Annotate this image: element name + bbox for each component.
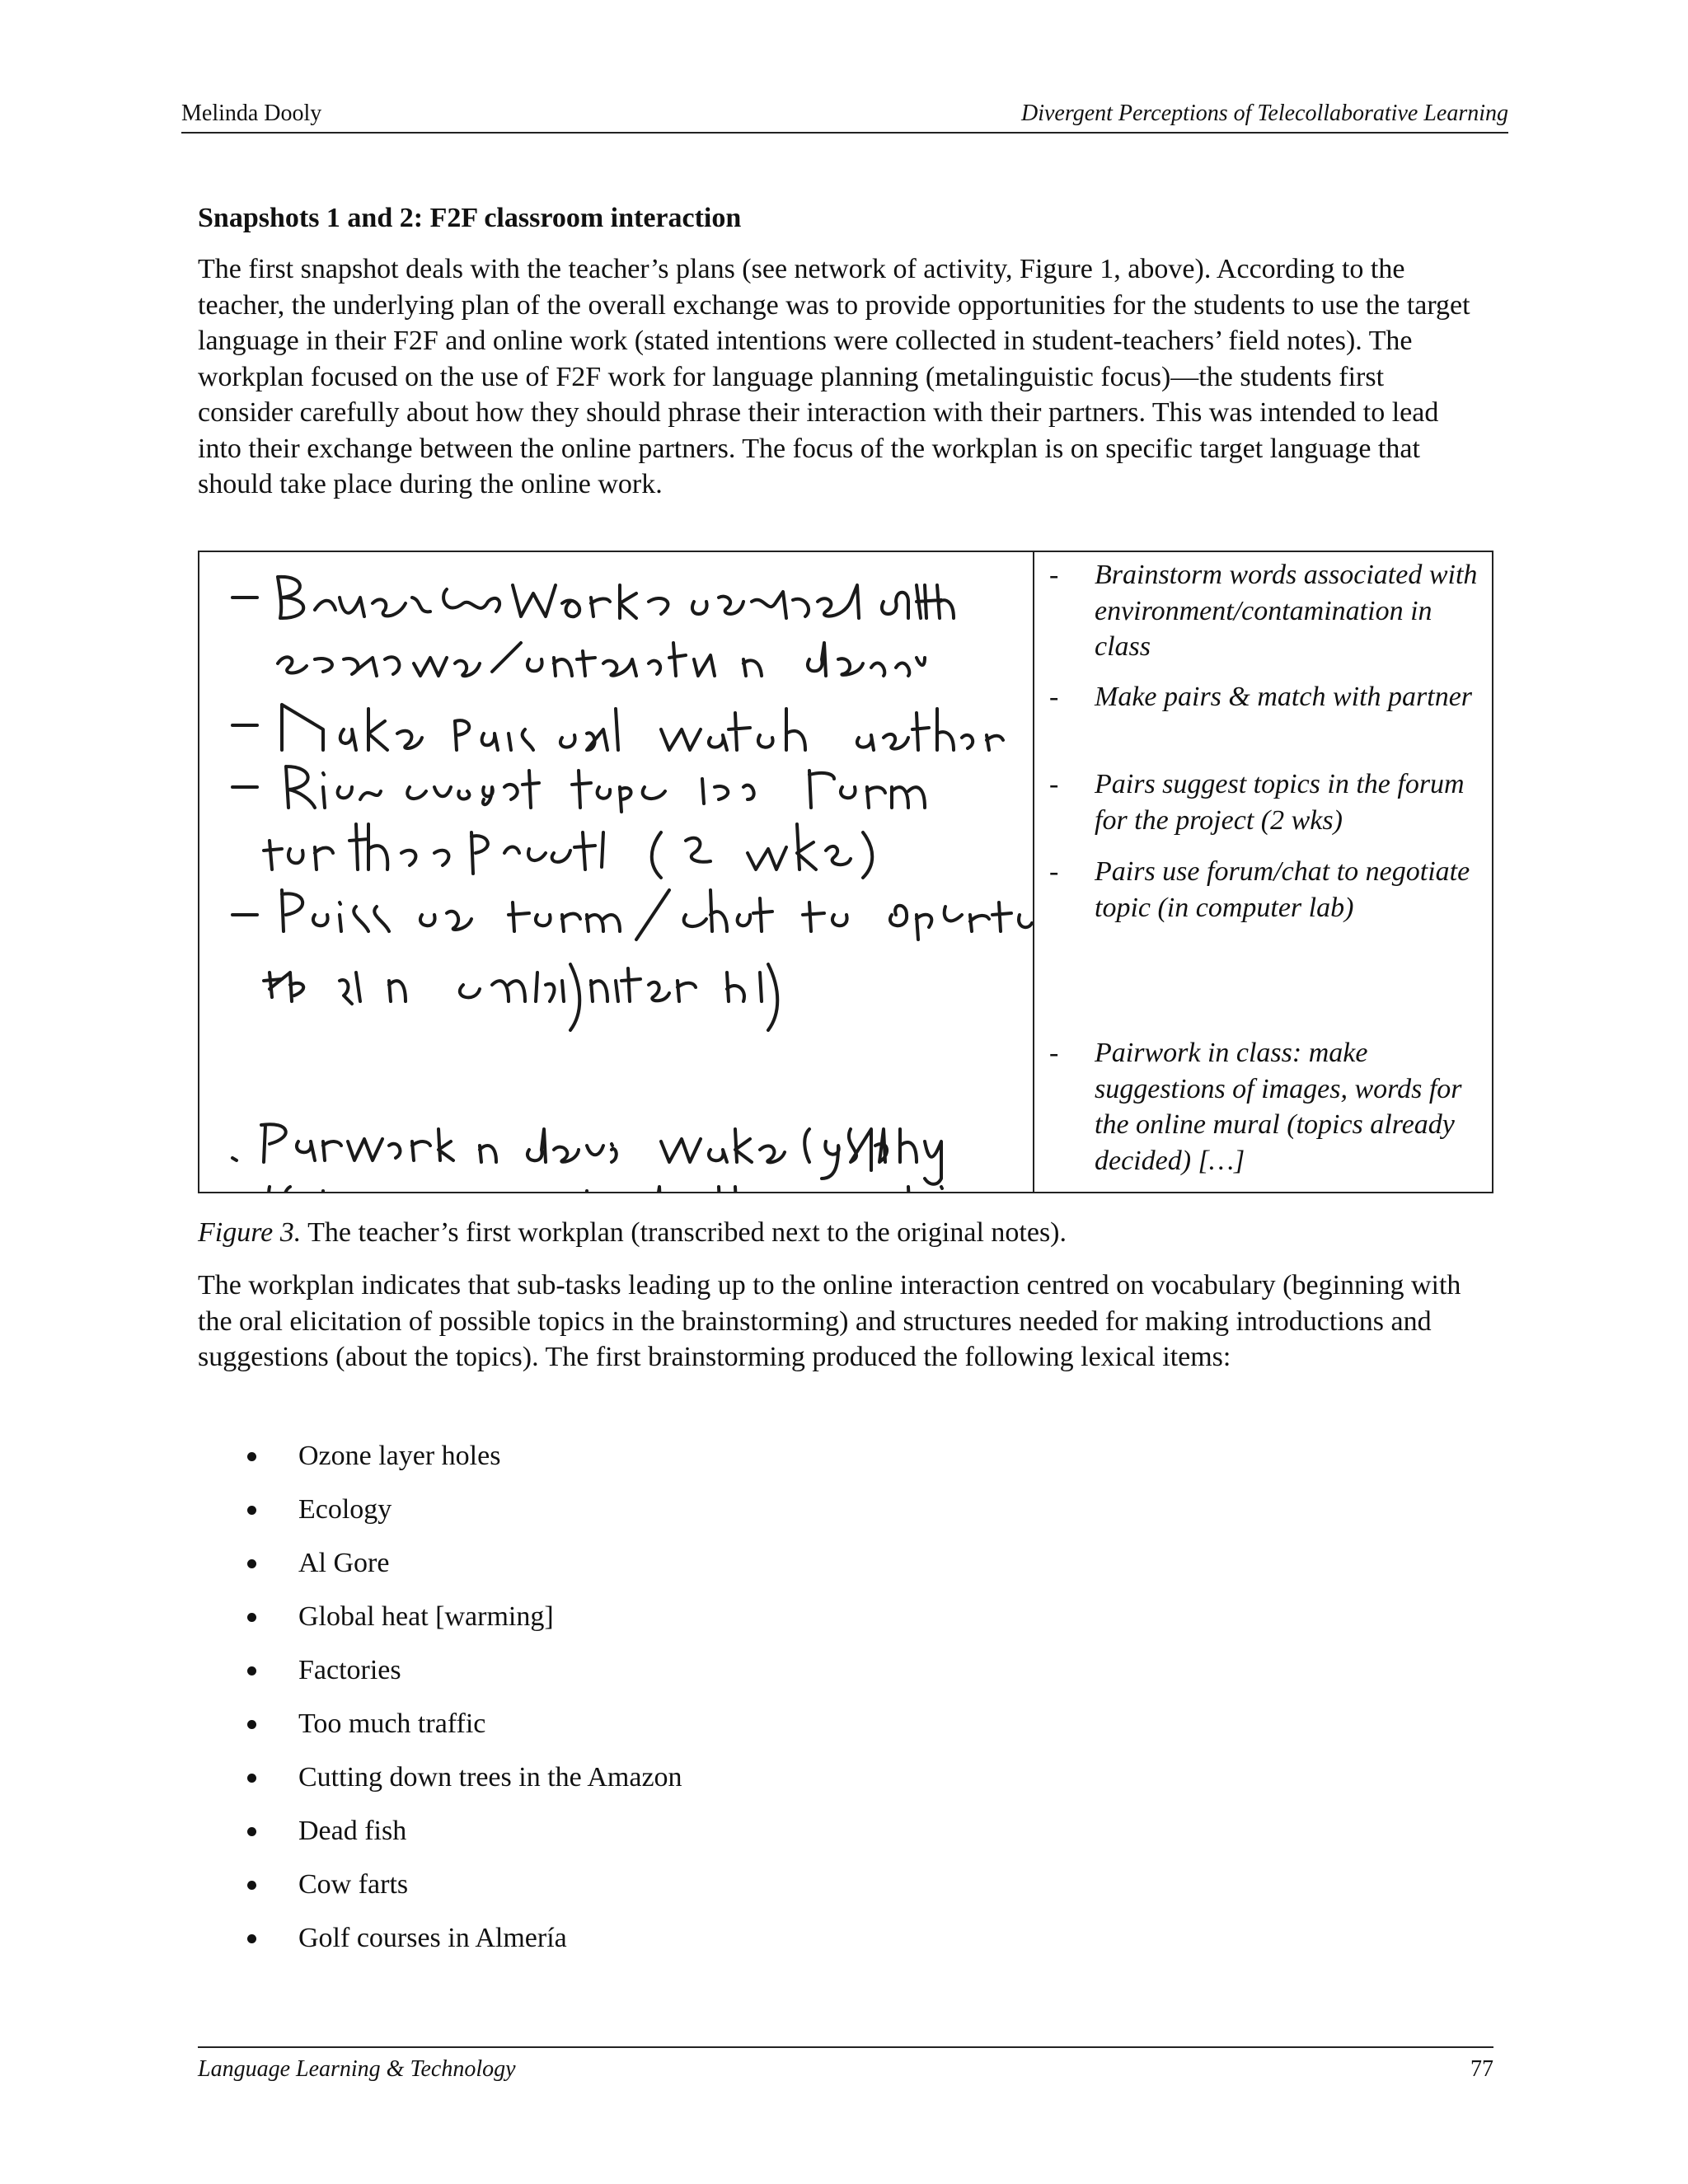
transcription-text: Pairwork in class: make suggestions of images, words for the online mural (topics already decided) […] (1095, 1038, 1462, 1176)
figure-label: Figure 3. (198, 1217, 302, 1248)
bullet-icon (247, 1934, 256, 1943)
handwritten-notes-image (199, 552, 1034, 1192)
running-footer (198, 2046, 1493, 2082)
list-item-text: Ozone layer holes (298, 1441, 501, 1471)
list-item (239, 1545, 682, 1599)
transcription-item (1049, 766, 1486, 838)
handwriting-scribble (199, 552, 1033, 1192)
bullet-icon (247, 1452, 256, 1461)
dash-marker: - (1049, 560, 1059, 590)
dash-marker: - (1049, 769, 1059, 799)
dash-marker: - (1049, 856, 1059, 887)
figure-caption (198, 1215, 1067, 1251)
paragraph-2: The workplan indicates that sub-tasks leading up to the online interaction centred on vocabulary (beginning with the oral elicitation of possible topics in the brainstorming) and structures needed for making introductions and suggestions (about the topics). The first brainstorming produced the following lexical items: (198, 1270, 1461, 1372)
dash-marker: - (1049, 682, 1059, 712)
transcription-item (1049, 854, 1486, 926)
transcription-item (1049, 679, 1486, 715)
list-item (239, 1867, 682, 1920)
list-item-text: Factories (298, 1655, 401, 1685)
header-author: Melinda Dooly (181, 101, 322, 126)
transcription-item (1049, 557, 1486, 665)
section-heading: Snapshots 1 and 2: F2F classroom interaction (198, 203, 742, 233)
transcription-text: Brainstorm words associated with environment/contamination in class (1095, 560, 1478, 662)
list-item (239, 1760, 682, 1813)
list-item-text: Dead fish (298, 1816, 407, 1846)
bullet-icon (247, 1613, 256, 1622)
transcription-text: Pairs use forum/chat to negotiate topic (in computer lab) (1095, 856, 1470, 923)
list-item-text: Golf courses in Almería (298, 1923, 567, 1953)
paragraph-1: The first snapshot deals with the teacher’s plans (see network of activity, Figure 1, above). According to the teacher, the underlying plan of the overall exchange was to provide opportunities for the students to use the target language in their F2F and online work (stated intentions were collected in student-teachers’ field notes). The workplan focused on the use of F2F work for language planning (metalinguistic focus)—the students first consider carefully about how they should phrase their interaction with their partners. This was intended to lead into their exchange between the online partners. The focus of the workplan is on specific target language that should take place during the online work. (198, 254, 1470, 499)
list-item-text: Al Gore (298, 1548, 390, 1578)
figure-caption-text: The teacher’s first workplan (transcribed next to the original notes). (301, 1217, 1067, 1248)
bullet-icon (247, 1881, 256, 1890)
bullet-icon (247, 1506, 256, 1515)
dash-marker: - (1049, 1038, 1059, 1068)
list-item-text: Cutting down trees in the Amazon (298, 1762, 682, 1793)
list-item (239, 1492, 682, 1545)
running-header (181, 97, 1508, 134)
lexical-items-list (239, 1438, 682, 1974)
bullet-icon (247, 1720, 256, 1729)
page-number: 77 (1470, 2056, 1493, 2082)
list-item-text: Cow farts (298, 1869, 409, 1900)
bullet-icon (247, 1827, 256, 1836)
list-item (239, 1652, 682, 1706)
bullet-icon (247, 1666, 256, 1675)
transcription-item (1049, 1035, 1486, 1179)
list-item-text: Too much traffic (298, 1708, 486, 1739)
bullet-icon (247, 1774, 256, 1783)
transcription-text: Pairs suggest topics in the forum for the project (2 wks) (1095, 769, 1465, 836)
list-item (239, 1920, 682, 1974)
list-item (239, 1813, 682, 1867)
workplan-transcription (1034, 552, 1492, 1192)
transcription-text: Make pairs & match with partner (1095, 682, 1473, 712)
list-item (239, 1706, 682, 1760)
list-item-text: Global heat [warming] (298, 1601, 554, 1632)
bullet-icon (247, 1559, 256, 1568)
footer-journal: Language Learning & Technology (198, 2056, 516, 2082)
list-item (239, 1599, 682, 1652)
list-item-text: Ecology (298, 1494, 392, 1525)
header-article-title: Divergent Perceptions of Telecollaborative Learning (1020, 101, 1508, 126)
list-item (239, 1438, 682, 1492)
figure-3-table (198, 551, 1493, 1193)
